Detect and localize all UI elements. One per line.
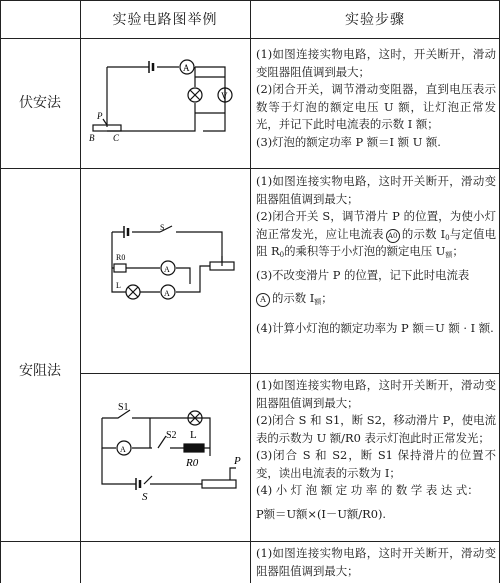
header-steps: 实验步骤 bbox=[345, 12, 405, 28]
terminal-b-label: B bbox=[89, 133, 95, 143]
slider-label: P bbox=[234, 455, 241, 467]
circuit-diagram-voltammetry bbox=[85, 45, 245, 165]
switch-s1-label: S1 bbox=[118, 402, 129, 413]
step-text: (2)闭合开关 S，调节滑片 P 的位置，为使小灯泡正常发光，应让电流表 A0 的示数 $I_0$与定值电阻 $R_0$的乘积等于小灯泡的额定电压 $U_额$； bbox=[256, 209, 496, 259]
column-divider-2 bbox=[250, 0, 251, 583]
steps-row-4 bbox=[256, 545, 496, 580]
terminal-c-label: C bbox=[113, 133, 120, 143]
ammeter-label: A bbox=[183, 63, 190, 73]
method-ammeter-resistor: 安阻法 bbox=[19, 363, 61, 379]
resistor-label: R0 bbox=[116, 253, 126, 262]
steps-switch-method bbox=[256, 377, 496, 523]
voltmeter-label: V bbox=[221, 91, 228, 101]
step-text: (1)如图连接实物电路，这时开关断开，滑动变阻器阻值调到最大； bbox=[256, 174, 496, 206]
switch-s2-label: S2 bbox=[166, 430, 177, 441]
row-divider-3 bbox=[0, 541, 500, 542]
circuit-diagram-ammeter-resistor bbox=[100, 222, 250, 306]
ammeter-label: A bbox=[120, 445, 126, 454]
step-text: (3)灯泡的额定功率 P 额＝I 额 U 额. bbox=[256, 134, 441, 149]
header-example: 实验电路图举例 bbox=[112, 12, 218, 28]
step-text: (3)闭合 S 和 S2，断 S1 保持滑片的位置不变，读出电流表的示数为 I； bbox=[256, 448, 496, 480]
column-divider-1 bbox=[80, 0, 81, 583]
lamp-label: L bbox=[190, 429, 197, 441]
step-text: (1)如图连接实物电路，这时开关断开，滑动变阻器阻值调到最大； bbox=[256, 378, 496, 410]
method-voltammetry: 伏安法 bbox=[19, 95, 61, 111]
steps-voltammetry bbox=[256, 46, 496, 151]
circuit-diagram-switch-method bbox=[92, 398, 248, 508]
ammeter-label: A bbox=[164, 289, 170, 298]
resistor-label: R0 bbox=[186, 457, 199, 469]
ammeter-a0-label: A bbox=[164, 265, 170, 274]
step-text: (2)闭合开关，调节滑动变阻器，直到电压表示数等于灯泡的额定电压 U 额，让灯泡正常发光，并记下此时电流表的示数 I 额； bbox=[256, 82, 496, 131]
step-text: (4) 小 灯 泡 额 定 功 率 的 数 学 表 达 式： bbox=[256, 483, 479, 497]
step-text: (2)闭合 S 和 S1，断 S2，移动滑片 P，使电流表的示数为 U 额/R0 表示灯泡此时正常发光； bbox=[256, 413, 496, 445]
step-text: P额＝U额×(I－U额/R0). bbox=[256, 506, 387, 521]
steps-ammeter-resistor bbox=[256, 173, 496, 337]
header-divider bbox=[0, 38, 500, 39]
slider-label: P bbox=[97, 111, 103, 121]
row-divider-1 bbox=[0, 168, 500, 169]
step-text: A 的示数 $I_额$； bbox=[256, 290, 496, 308]
step-text: (1)如图连接实物电路，这时，开关断开，滑动变阻器阻值调到最大； bbox=[256, 47, 496, 79]
table-border-left bbox=[0, 0, 1, 583]
switch-label: S bbox=[160, 223, 165, 232]
ammeter-a0-icon: A0 bbox=[386, 229, 400, 243]
ammeter-icon: A bbox=[256, 293, 270, 307]
row-divider-2 bbox=[80, 373, 500, 374]
switch-label: S bbox=[142, 491, 148, 503]
step-text: (1)如图连接实物电路，这时开关断开，滑动变阻器阻值调到最大； bbox=[256, 546, 496, 578]
step-text: (4)计算小灯泡的额定功率为 P 额＝U 额 · I 额. bbox=[256, 320, 494, 335]
lamp-label: L bbox=[116, 281, 121, 290]
step-text: (3)不改变滑片 P 的位置，记下此时电流表 bbox=[256, 267, 470, 282]
